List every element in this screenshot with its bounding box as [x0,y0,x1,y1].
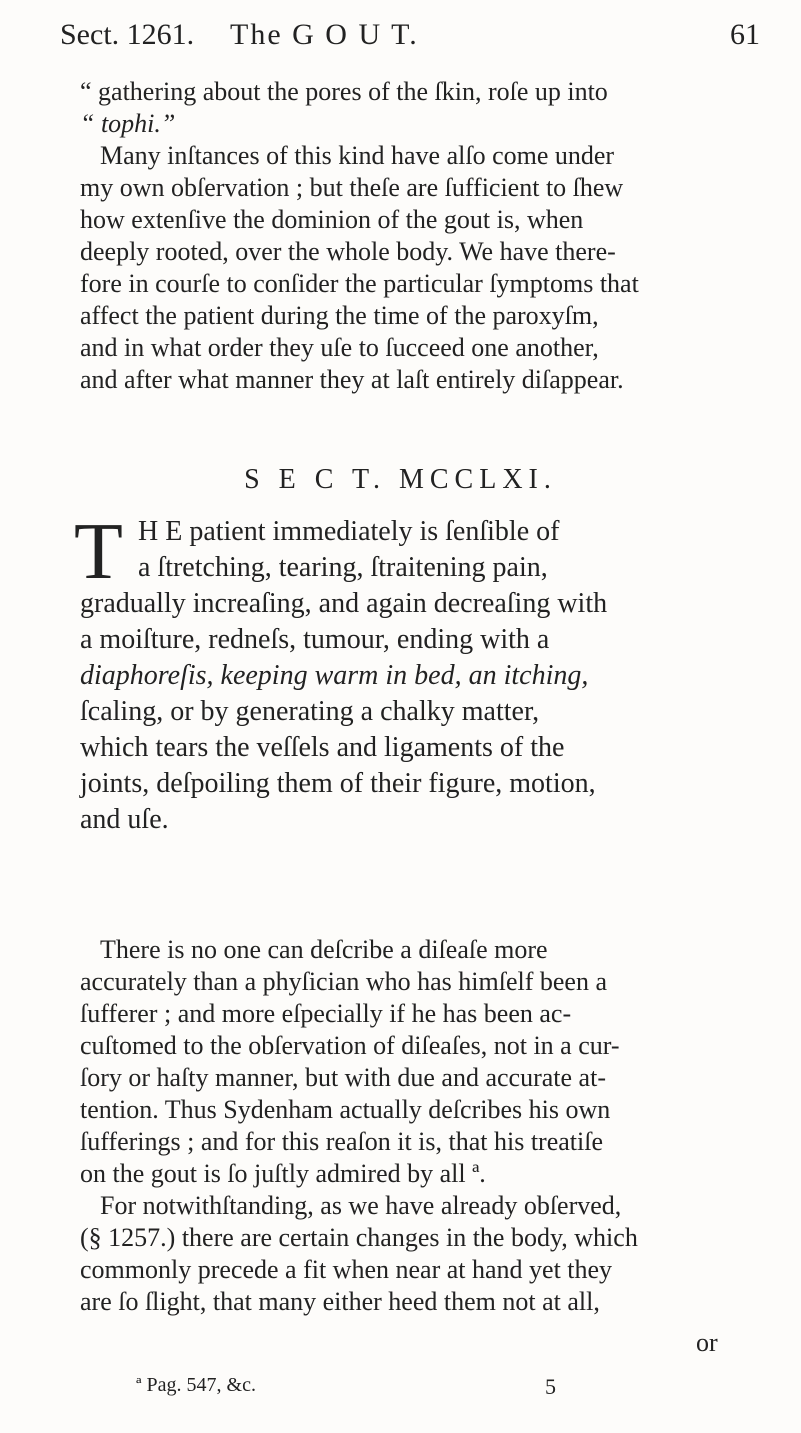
section-reference: Sect. 1261. [60,18,195,51]
text-line: affect the patient during the time of the paroxyſm, [80,301,599,330]
text-line: and in what order they uſe to ſucceed one another, [80,333,599,362]
text-line: H E patient immediately is ſenſible of [138,516,560,547]
text-line: ſcaling, or by generating a chalky matter, [80,696,540,727]
text-line: which tears the veſſels and ligaments of the [80,732,565,763]
text-line: fore in courſe to conſider the particular ſymptoms that [80,269,639,298]
text-line: tention. Thus Sydenham actually deſcribes his own [80,1095,611,1124]
running-header [60,18,760,58]
running-title: The G O U T. [230,18,419,51]
text-line: For notwithſtanding, as we have already obſerved, [100,1191,622,1220]
text-line: accurately than a phyſician who has himſelf been a [80,967,608,996]
paragraph-sydenham [80,934,728,1318]
paragraph-symptoms [80,514,728,838]
text-line: ſufferer ; and more eſpecially if he has been ac- [80,999,572,1028]
text-line: There is no one can deſcribe a diſeaſe more [100,935,548,964]
text-line: and uſe. [80,804,169,835]
footnote: ª Pag. 547, &c. [136,1374,256,1396]
text-line: ſory or haſty manner, but with due and accurate at- [80,1063,606,1092]
text-line: (§ 1257.) there are certain changes in the body, which [80,1223,638,1252]
paragraph-quote-end [80,76,728,396]
text-line: deeply rooted, over the whole body. We have there- [80,237,616,266]
text-line: “ tophi.” [80,109,176,138]
text-line: a ſtretching, tearing, ſtraitening pain, [138,552,548,583]
section-heading: S E C T. MCCLXI. [244,464,557,495]
text-line: gradually increaſing, and again decreaſing with [80,588,608,619]
text-line: are ſo ſlight, that many either heed them not at all, [80,1287,600,1316]
text-line: diaphoreſis, keeping warm in bed, an itching, [80,660,589,691]
page-number: 61 [730,18,760,51]
signature-mark: 5 [545,1374,556,1399]
text-line: how extenſive the dominion of the gout is, when [80,205,584,234]
text-line: a moiſture, redneſs, tumour, ending with a [80,624,550,655]
text-line: my own obſervation ; but theſe are ſufficient to ſhew [80,173,624,202]
text-line: Many inſtances of this kind have alſo come under [100,141,615,170]
text-line: joints, deſpoiling them of their figure, motion, [80,768,596,799]
text-line: ſufferings ; and for this reaſon it is, that his treatiſe [80,1127,604,1156]
text-line: “ gathering about the pores of the ſkin, roſe up into [80,77,608,106]
text-line: commonly precede a fit when near at hand yet they [80,1255,613,1284]
text-line: cuſtomed to the obſervation of diſeaſes, not in a cur- [80,1031,620,1060]
catchword: or [696,1328,718,1357]
text-line: and after what manner they at laſt entirely diſappear. [80,365,624,394]
drop-cap: T [74,508,123,596]
text-line: on the gout is ſo juſtly admired by all ª. [80,1159,486,1188]
